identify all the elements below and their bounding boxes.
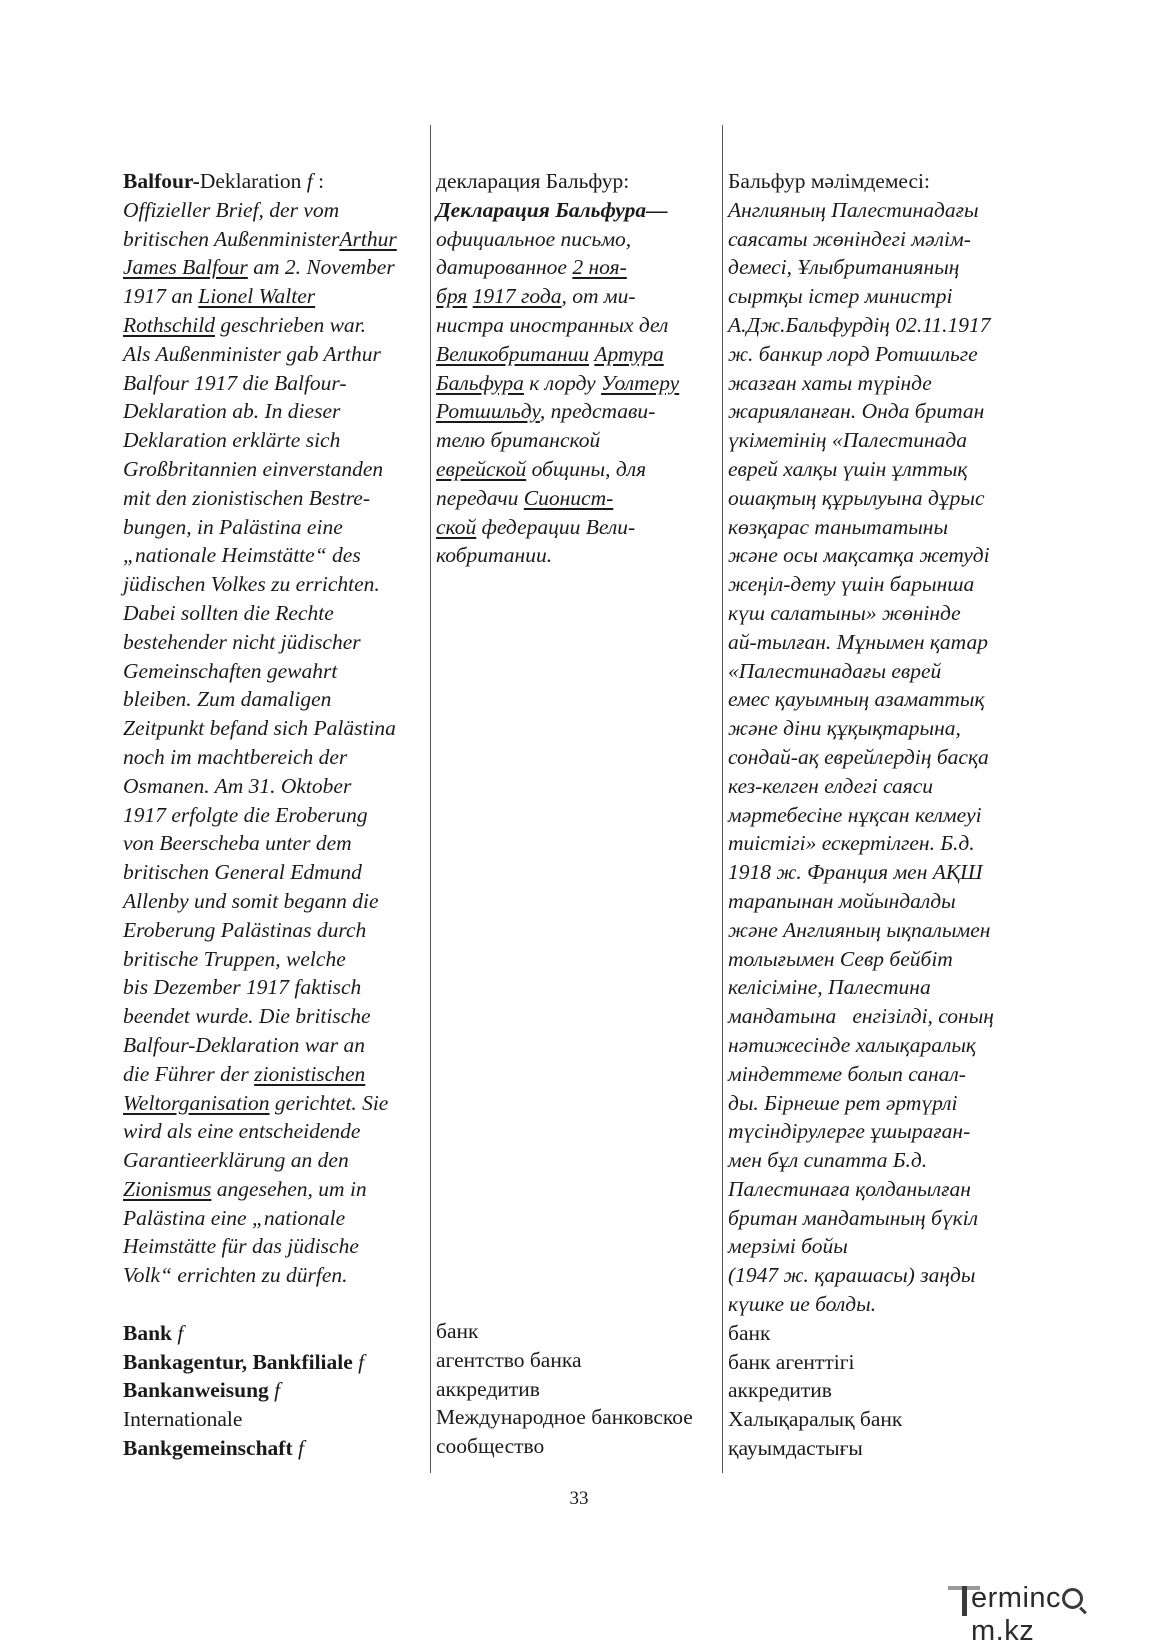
headword-line [123,167,423,196]
de-line: beendet wurde. Die britische [123,1004,371,1029]
logo-text-post: m.kz [971,1615,1035,1647]
de-line: Eroberung Palästinas durch [123,917,367,942]
term-ru: аккредитив [436,1376,540,1401]
de-text: geschrieben war. [214,312,367,337]
link-artura[interactable]: Артура [594,341,664,366]
kz-line: ай-тылған. Мұнымен қатар [728,629,988,654]
de-line: Volk“ errichten zu dürfen. [123,1263,348,1288]
kazakh-column [728,167,1028,1463]
kz-line: (1947 ж. қарашасы) заңды [728,1263,976,1288]
kz-line: және осы мақсатқа жетуді [728,543,990,568]
gender-marker: f [268,1378,281,1403]
de-line: Gemeinschaften gewahrt [123,658,338,683]
ru-text: датированное [436,255,573,280]
kz-line: Бальфур мәлімдемесі: [728,169,930,193]
ru-line: Декларация Бальфура— [436,197,668,222]
de-line: bis Dezember 1917 faktisch [123,975,362,1000]
de-line: wird als eine entscheidende [123,1119,361,1144]
kz-line: міндеттеме болып санал- [728,1061,966,1086]
de-text: angesehen, um in [211,1176,367,1201]
term-de [123,1348,423,1377]
kz-line: ошақтың құрылуына дұрыс [728,485,985,510]
ru-line: декларация Бальфур: [436,169,630,193]
kz-line: сондай-ақ еврейлердің басқа [728,744,989,769]
kz-line: үкіметінің «Палестинада [728,428,967,453]
de-line: Palästina eine „nationale [123,1205,346,1230]
kz-line: келісіміне, Палестина [728,975,931,1000]
term-kz: банк агенттігі [728,1349,855,1374]
gender-marker: f [352,1349,365,1374]
de-text: gerichtet. Sie [269,1090,389,1115]
logo-text-mid: c [1046,1582,1062,1614]
kz-line: күшке ие болды. [728,1292,877,1317]
link-lionel-walter[interactable]: Lionel Walter [198,284,316,309]
term-kz: қауымдастығы [728,1436,863,1461]
de-line: 1917 erfolgte die Eroberung [123,802,368,827]
ru-text: общины, для [526,456,647,481]
term-de: Internationale [123,1407,243,1432]
kz-line: еврей халқы үшін ұлттық [728,456,968,481]
de-line: von Beerscheba unter dem [123,831,352,856]
logo-text-pre: ermin [971,1582,1047,1614]
de-line: bungen, in Palästina eine [123,514,343,539]
link-velikobritanii[interactable]: Великобритании [436,341,589,366]
term-kz: Халықаралық банк [728,1407,903,1432]
de-line: Balfour-Deklaration war an [123,1032,366,1057]
link-james-balfour[interactable]: James Balfour [123,255,248,280]
term-kz: банк [728,1320,771,1345]
link-zionistischen[interactable]: zionistischen [254,1061,366,1086]
kz-line: ж. банкир лорд Ротшильге [728,341,978,366]
headword-rest: Deklaration [199,169,307,193]
term-ru: агентство банка [436,1347,582,1372]
link-weltorganisation[interactable]: Weltorganisation [123,1090,270,1115]
ru-line: кобритании. [436,543,553,568]
kz-line: мерзімі бойы [728,1234,848,1259]
link-2-noyabrya[interactable]: 2 ноя- [572,255,627,280]
kz-line: мандатына енгізілді, соның [728,1004,994,1029]
kz-line: жазған хаты түрінде [728,370,932,395]
term-kz: аккредитив [728,1378,832,1403]
kz-line: Англияның Палестинадағы [728,197,979,222]
magnifier-icon [1062,1588,1083,1609]
ru-line [436,484,726,513]
logo-t-stem [962,1586,967,1616]
headword-colon: : [312,169,325,193]
ru-text: , от ми- [561,284,636,309]
de-text: am 2. November [247,255,395,280]
kz-line: Палестинаға қолданылған [728,1176,971,1201]
de-line: britische Truppen, welche [123,946,346,971]
de-line: Dabei sollten die Rechte [123,600,334,625]
ru-line [436,340,726,369]
kz-line: «Палестинадағы еврей [728,658,942,683]
term-ru: Международное банковское [436,1405,693,1430]
kz-line: саясаты жөніндегі мәлім- [728,226,971,251]
kz-line: және Англияның ықпалымен [728,917,991,942]
de-line: Zeitpunkt befand sich Palästina [123,716,396,741]
kz-line: толығымен Севр бейбіт [728,946,953,971]
de-line [123,253,423,282]
term-bold: Bankgemeinschaft [123,1436,293,1461]
de-line: Garantieerklärung an den [123,1148,349,1173]
term-bold: Bank [123,1320,173,1345]
ru-line [436,513,726,542]
ru-text: передачи [436,485,524,510]
kz-line: сыртқы істер министрі [728,284,953,309]
de-line: Osmanen. Am 31. Oktober [123,773,352,798]
link-evreyskoy[interactable]: еврейской [436,456,527,481]
de-line: Balfour 1917 die Balfour- [123,370,347,395]
de-line [123,1089,423,1118]
term-de [123,1376,423,1405]
ru-line [436,253,726,282]
kz-line: демесі, Ұлыбританияның [728,255,960,280]
kz-line: және діни құқықтарына, [728,716,961,741]
de-line: „nationale Heimstätte“ des [123,543,361,568]
ru-line [436,455,726,484]
ru-line: телю британской [436,428,601,453]
de-line: mit den zionistischen Bestre- [123,485,371,510]
link-rothschild[interactable]: Rothschild [123,312,215,337]
gender-marker: f [172,1320,184,1345]
kz-line: британ мандатының бүкіл [728,1205,978,1230]
ru-text: , представи- [539,399,656,424]
kz-line: күш салатыны» жөнінде [728,600,961,625]
link-balfura[interactable]: Бальфура [436,370,524,395]
term-ru: сообщество [436,1434,545,1459]
ru-line [436,369,726,398]
de-line: bleiben. Zum damaligen [123,687,332,712]
de-line: Großbritannien einverstanden [123,456,384,481]
de-text: die Führer der [123,1061,255,1086]
de-text: 1917 an [123,284,199,309]
term-de [123,1319,423,1348]
ru-line [436,397,726,426]
de-line [123,225,423,254]
de-line [123,1060,423,1089]
de-line: Als Außenminister gab Arthur [123,341,381,366]
link-rotshildu[interactable]: Ротшильду [436,399,540,424]
ru-line: нистра иностранных дел [436,312,669,337]
headword-bold: Balfour- [123,169,200,193]
kz-line: тарапынан мойындалды [728,888,956,913]
term-de [123,1434,423,1463]
de-line: Heimstätte für das jüdische [123,1234,359,1259]
link-uolteru[interactable]: Уолтеру [601,370,680,395]
spacer [123,1290,423,1319]
de-line [123,282,423,311]
term-bold: Bankagentur, Bankfiliale [123,1349,353,1374]
kz-line: тиістігі» ескертілген. Б.д. [728,831,975,856]
de-line: bestehender nicht jüdischer [123,629,361,654]
kz-line: мәртебесіне нұқсан келмеуі [728,802,982,827]
term-ru: банк [436,1319,479,1343]
link-sionist[interactable]: Сионист- [523,485,614,510]
de-line [123,1175,423,1204]
kz-line: жеңіл-дету үшін барынша [728,572,975,597]
kz-line: кез-келген елдегі саяси [728,773,934,798]
gender-marker: f [292,1436,304,1461]
link-noyabrya-end[interactable]: бря [436,284,468,309]
de-line: jüdischen Volkes zu errichten. [123,572,380,597]
de-line: Deklaration ab. In dieser [123,399,341,424]
de-line: noch im machtbereich der [123,744,348,769]
russian-column [436,167,726,570]
kz-line: жарияланған. Онда британ [728,399,985,424]
kz-line: емес қауымның азаматтық [728,687,985,712]
de-line: Allenby und somit begann die [123,888,379,913]
ru-text: к лорду [523,370,602,395]
page-number: 33 [569,1488,589,1509]
de-line: Deklaration erklärte sich [123,428,341,453]
ru-line [436,282,726,311]
german-column [123,167,423,1463]
termincom-logo[interactable] [946,1577,1146,1647]
kz-line: мен бұл сипатта Б.д. [728,1148,928,1173]
kz-line: А.Дж.Бальфурдің 02.11.1917 [728,312,991,337]
column-divider-left [430,125,431,1473]
de-line: britischen General Edmund [123,860,362,885]
de-line: Offizieller Brief, der vom [123,197,340,222]
kz-line: көзқарас танытатыны [728,514,949,539]
link-arthur[interactable]: Arthur [339,226,397,251]
link-zionismus[interactable]: Zionismus [123,1176,212,1201]
gender-marker: f [306,169,313,193]
link-1917-goda[interactable]: 1917 года [472,284,562,309]
kz-line: ды. Бірнеше рет әртүрлі [728,1090,958,1115]
de-line [123,311,423,340]
link-skoy[interactable]: ской [436,514,477,539]
kz-line: нәтижесінде халықаралық [728,1032,976,1057]
term-bold: Bankanweisung [123,1378,269,1403]
logo-text [971,1582,1146,1648]
kz-line: 1918 ж. Франция мен АҚШ [728,860,983,885]
russian-terms [436,1317,726,1461]
ru-line: официальное письмо, [436,226,632,251]
ru-text: федерации Вели- [476,514,636,539]
kz-line: түсіндірулерге ұшыраған- [728,1119,971,1144]
de-text: britischen Außenminister [123,226,340,251]
